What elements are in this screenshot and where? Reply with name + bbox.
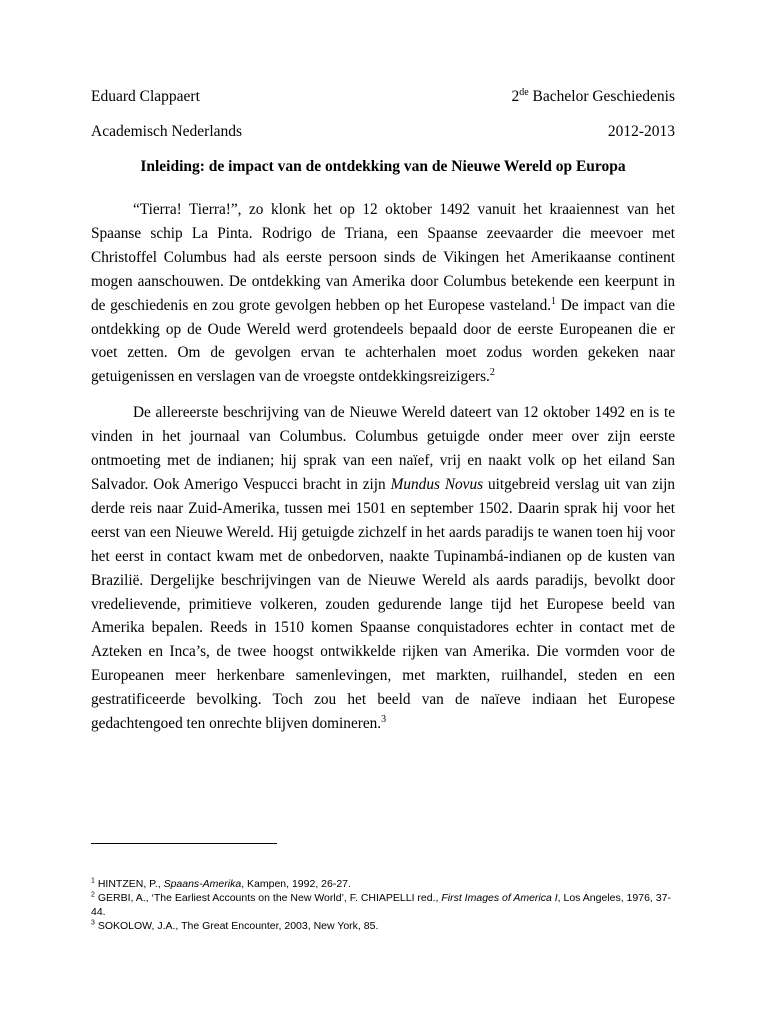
paragraph-2 — [91, 401, 675, 736]
footnote-text: HINTZEN, P., — [94, 878, 164, 890]
body-text — [91, 198, 675, 736]
footnote-number: 3 — [91, 919, 95, 927]
study-program-name: Bachelor Geschiedenis — [528, 88, 675, 105]
paragraph-1 — [91, 198, 675, 389]
paragraph-1-part-1: “Tierra! Tierra!”, zo klonk het op 12 oktober 1492 vanuit het kraaiennest van het Spaanse schip La Pinta. Rodrigo de Triana, een Spaanse zeevaarder die meevoer met Christoffel Columbus had als eerste persoon sinds de Vikingen het Amerikaanse continent mogen aanschouwen. De ontdekking van Amerika door Columbus betekende een keerpunt in de geschiedenis en zou grote gevolgen hebben op het Europese vasteland. — [91, 201, 675, 314]
book-title-mundus-novus: Mundus Novus — [390, 475, 484, 493]
document-title: Inleiding: de impact van de ontdekking van de Nieuwe Wereld op Europa — [140, 158, 626, 175]
footnote-title: First Images of America I — [441, 892, 558, 904]
footnote-3 — [91, 919, 675, 933]
paragraph-2-part-2: uitgebreid verslag uit van zijn derde reis naar Zuid-Amerika, tussen mei 1501 en september 1502. Daarin sprak hij voor het eerst van een Nieuwe Wereld. Hij getuigde zichzelf in het aards paradijs te wanen toen hij voor het eerst in contact kwam met de onbedorven, naakte Tupinambá-indianen op de kusten van Brazilië. Dergelijke beschrijvingen van de Nieuwe Wereld als aards paradijs, bevolkt door vredelievende, primitieve volkeren, zouden gedurende lange tijd het Europese beeld van Amerika bepalen. Reeds in 1510 komen Spaanse conquistadores echter in contact met de Azteken en Inca’s, de twee hoogst ontwikkelde rijken van Amerika. Die vormden voor de Europeanen meer herkenbare samenlevingen, met markten, ruilhandel, steden en een gestratificeerde bevolking. Toch zou het beeld van de naïeve indiaan het Europese gedachtengoed ten onrechte blijven domineren. — [91, 475, 676, 733]
footnotes — [91, 877, 675, 933]
paragraph-2-part-1: De allereerste beschrijving van de Nieuwe Wereld dateert van 12 oktober 1492 en is te vinden in het journaal van Columbus. Columbus getuigde onder meer over zijn eerste ontmoeting met de indianen; hij sprak van een naïef, vrij en naakt volk op het eiland San Salvador. Ook Amerigo Vespucci bracht in zijn — [91, 404, 675, 493]
paragraph-1-part-2: De impact van die ontdekking op de Oude Wereld werd grotendeels bepaald door de eerste Europeanen die er voet zetten. Om de gevolgen ervan te achterhalen moet zodus worden gekeken naar getuigenissen en verslagen van de vroegste ontdekkingsreizigers. — [91, 296, 675, 386]
footnote-text-end: , Los Angeles, 1976, 37-44. — [91, 892, 671, 918]
footnote-number: 1 — [91, 877, 95, 885]
footnote-number: 2 — [91, 891, 95, 899]
footnote-text-end: , Kampen, 1992, 26-27. — [241, 878, 351, 890]
footnote-ref-2: 2 — [489, 367, 495, 379]
study-program-year: 2 — [511, 88, 520, 105]
footnote-ref-3: 3 — [381, 713, 387, 725]
academic-year: 2012-2013 — [607, 123, 675, 140]
footnote-1 — [91, 877, 675, 891]
header-row-2 — [91, 122, 675, 142]
footnote-2 — [91, 891, 675, 919]
author-name: Eduard Clappaert — [91, 88, 200, 105]
footnote-text: GERBI, A., ‘The Earliest Accounts on the New World’, F. CHIAPELLI red., — [94, 892, 442, 904]
footnote-title: Spaans-Amerika — [163, 878, 242, 890]
footnote-ref-1: 1 — [551, 295, 557, 307]
study-program — [511, 87, 675, 107]
course-name: Academisch Nederlands — [91, 123, 243, 140]
header-row-1 — [91, 87, 675, 107]
footnote-text: SOKOLOW, J.A., The Great Encounter, 2003, New York, 85. — [94, 920, 379, 932]
footnote-separator — [91, 843, 277, 844]
study-program-superscript: de — [519, 86, 529, 98]
